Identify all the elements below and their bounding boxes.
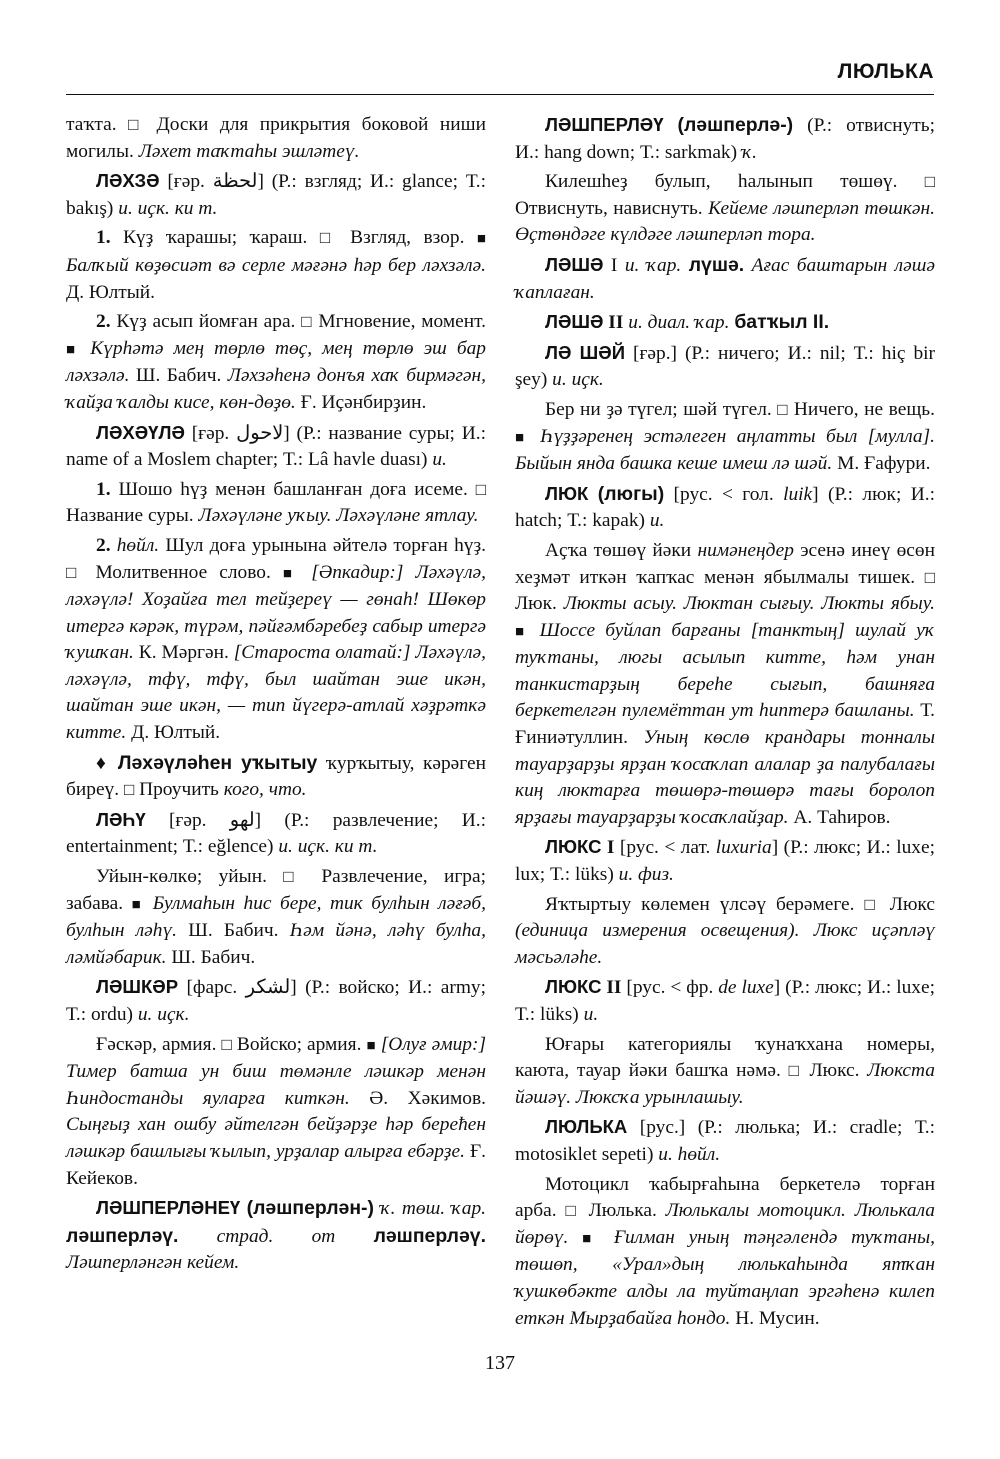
entry-lashperlaneu: ЛӘШПЕРЛӘНЕҮ (ләшперлән-) ҡ. төш. ҡар. ләшперләү. страд. от ләшперләү. Ләшперләнгән кейем.: [66, 1197, 486, 1274]
sense: Юғары категориялы ҡунаҡхана номеры, каюта, тауар йәки башҡа нәмә. □ Люкс. Люкста йәшәү. Люксҡа урынлашыу.: [515, 1033, 935, 1108]
entry-lahawla: ЛӘХӘҮЛӘ [ғәр. لاحول] (Р.: название суры; И.: name of a Moslem chapter; Т.: Lâ havle duası) и.: [66, 421, 486, 471]
entry-lyuks-1: ЛЮКС I [рус. < лат. luxuria] (Р.: люкс; И.: luxe; lux; Т.: lüks) и. физ.: [515, 836, 935, 886]
arabic-etymon: لهو: [229, 809, 255, 831]
arabic-etymon: لشكر: [245, 977, 291, 999]
arabic-etymon: لحظة: [212, 171, 258, 193]
idiom-marker: ♦: [96, 752, 110, 774]
headword: ЛӘШПЕРЛӘҮ: [545, 114, 664, 135]
entry-lahu: ЛӘҺҮ [ғәр. لهو] (Р.: развлечение; И.: entertainment; Т.: eğlence) и. иҫк. ки т.: [66, 808, 486, 858]
sense: 1. Шошо һүҙ менән башланған доға исеме. □ Название суры. Ләхәүләне уҡыу. Ләхәүләне ятлау.: [66, 478, 486, 527]
right-column: [515, 112, 935, 1335]
running-head: ЛЮЛЬКА: [837, 60, 934, 83]
entry-lahza: ЛӘХЗӘ [ғәр. لحظة] (Р.: взгляд; И.: glance; Т.: bakış) и. иҫк. ки т.: [66, 170, 486, 219]
entry-lyulka: ЛЮЛЬКА [рус.] (Р.: люлька; И.: cradle; Т.: motosiklet sepeti) и. һөйл.: [515, 1116, 935, 1165]
sense: Ғәскәр, армия. □ Войско; армия. ■ [Олуғ әмир:] Тимер батша ун биш төмәнле ләшкәр менән Һиндостанды яуларға киткән. Ә. Хәкимов. Сыңғыҙ хан ошбу әйтелгән бейҙәрҙе һәр берећен ләшкәр башлығы ҡылып, урҙалар алырға ебәрҙе. Ғ. Кейеков.: [66, 1033, 487, 1189]
sense: Аҫҡа төшөү йәки нимәнеңдер эсенә инеү өсөн хеҙмәт иткән ҡапҡас менән ябылмалы тишек. □ Люк. Люкты асыу. Люктан сығыу. Люкты ябыу. ■ Шоссе буйлап барғаны [танктың] шулай уҡ туҡтаны, люгы асылып китте, һәм унан танкистарҙың береһе сығып, башняға беркетелгән пулемёттан ут һиптерә башланы. Т. Ғиниәтуллин. Уның көслө крандары тонналы тауарҙарҙы ярҙан ҡосаҡлап алалар ҙа палубалағы киң люктарға төшөрә-төшөрә тағы боролоп ярҙағы тауарҙарҙы ҡосаҡлайҙар. А. Таһиров.: [515, 539, 935, 828]
entry-lashperlau: ЛӘШПЕРЛӘҮ (ләшперлә-) (Р.: отвиснуть; И.: hang down; Т.: sarkmak) ҡ.: [515, 114, 935, 163]
entry-lasha-2: ЛӘШӘ II и. диал. ҡар. батҡыл II.: [545, 311, 830, 334]
sense: Уйын-көлкө; уйын. □ Развлечение, игра; забава. ■ Булмаһын һис бере, тик булһын ләғәб, булһын ләһү. Ш. Бабич. Һәм йәнә, ләһү булһа, ләмйәбарик. Ш. Бабич.: [66, 866, 486, 968]
headword: ЛӘШӘ: [545, 311, 604, 333]
headword: ЛӘҺҮ: [96, 808, 146, 830]
headword: ЛЮКС: [545, 836, 602, 858]
entry-lyuks-2: ЛЮКС II [рус. < фр. de luxe] (Р.: люкс; И.: luxe; Т.: lüks) и.: [515, 976, 935, 1025]
headword: ЛЮЛЬКА: [545, 1116, 628, 1138]
entry-lashkar: ЛӘШКӘР [фарс. لشكر] (Р.: войско; И.: army; Т.: ordu) и. иҫк.: [66, 976, 486, 1025]
example-marker: ■: [476, 231, 486, 248]
headword: ЛЮК: [545, 482, 589, 504]
idiom: ♦ Ләхәүләһен уҡытыу ҡурҡытыу, кәрәген биреү. □ Проучить кого, что.: [66, 751, 486, 801]
entry-continuation: таҡта. □ Доски для прикрытия боковой ниши могилы. Ләхет таҡтаһы эшләтеү.: [66, 114, 486, 162]
headword: ЛЮКС: [545, 976, 602, 998]
headword: ЛӘШӘ: [545, 253, 604, 275]
entry-la-shay: ЛӘ ШӘЙ [ғәр.] (Р.: ничего; И.: nil; Т.: hiç bir şey) и. иҫк.: [515, 341, 935, 391]
headword: ЛӘШПЕРЛӘНЕҮ: [96, 1197, 241, 1219]
headword: ЛӘХЗӘ: [96, 170, 160, 192]
sense: Бер ни ҙә түгел; шәй түгел. □ Ничего, не вещь. ■ Һүҙҙәренең эстәлеген аңлатты был [мулла]. Быйын янда башка кеше имеш лә шәй. М. Ғафури.: [515, 398, 935, 475]
page-number: 137: [485, 1352, 515, 1374]
arabic-etymon: لاحول: [236, 422, 284, 444]
left-column: [66, 112, 486, 1280]
headword: ЛӘХӘҮЛӘ: [96, 421, 185, 443]
headword: ЛӘ ШӘЙ: [545, 341, 625, 363]
sense: 1. Күҙ ҡарашы; ҡараш. □ Взгляд, взор. ■ Балҡый көҙөсиәт вә серле мәғәнә һәр бер ләхзәлә. Д. Юлтый.: [66, 227, 486, 303]
page-header: [66, 56, 934, 95]
sense: Килешһеҙ булып, һалынып төшөү. □ Отвиснуть, нависнуть. Кейеме ләшперләп төшкән. Өҫтөндәге күлдәге ләшперләп тора.: [515, 171, 935, 246]
entry-lasha-1: ЛӘШӘ I и. ҡар. лүшә. Ағас баштарын ләшә ҡаплаған.: [515, 253, 935, 303]
entry-lyuk: ЛЮК (люгы) [рус. < гол. luik] (Р.: люк; И.: hatch; Т.: kapak) и.: [515, 482, 935, 532]
headword: ЛӘШКӘР: [96, 976, 179, 998]
translation-marker: □: [128, 115, 146, 134]
sense: 2. Күҙ асып йомған ара. □ Мгновение, момент. ■ Күрһәтә мең төрлө төҫ, мең төрлө эш бар ләхзәлә. Ш. Бабич. Ләхзәһенә донъя хаҡ бирмәгән, ҡайҙа ҡалды кисе, көн-дөҙө. Ғ. Иҫәнбирҙин.: [66, 311, 486, 413]
sense: Яҡтыртыу көлемен үлсәү берәмеге. □ Люкс (единица измерения освещения). Люкс иҫәпләү мәсьәләһе.: [515, 893, 935, 968]
sense: Мотоцикл ҡабырғаһына беркетелә торған арба. □ Люлька. Люлькалы мотоцикл. Люлькала йөрөү. ■ Ғилман уның тәңгәлендә туҡтаны, төшөп, «Урал»дың люлькаһында ятҡан ҡушкөбәкте алды ла туйтаңлап эргәһенә килеп еткән Мырҙабайға һондо. Н. Мусин.: [515, 1173, 935, 1329]
sense: 2. һөйл. Шул доға урынына әйтелә торған һүҙ. □ Молитвенное слово. ■ [Әпкадир:] Ләхәүлә, ләхәүлә! Хоҙайға тел тейҙереү — гөнаһ! Шөкөр итергә кәрәк, түрәм, пәйғәмбәребеҙ сабыр итергә ҡушҡан. К. Мәргән. [Староста олатай:] Ләхәүлә, ләхәүлә, тфү, тфү, был шайтан эше икән, шайтан эше икән, — тип йүгерә-атлай хәҙрәткә китте. Д. Юлтый.: [66, 534, 487, 744]
